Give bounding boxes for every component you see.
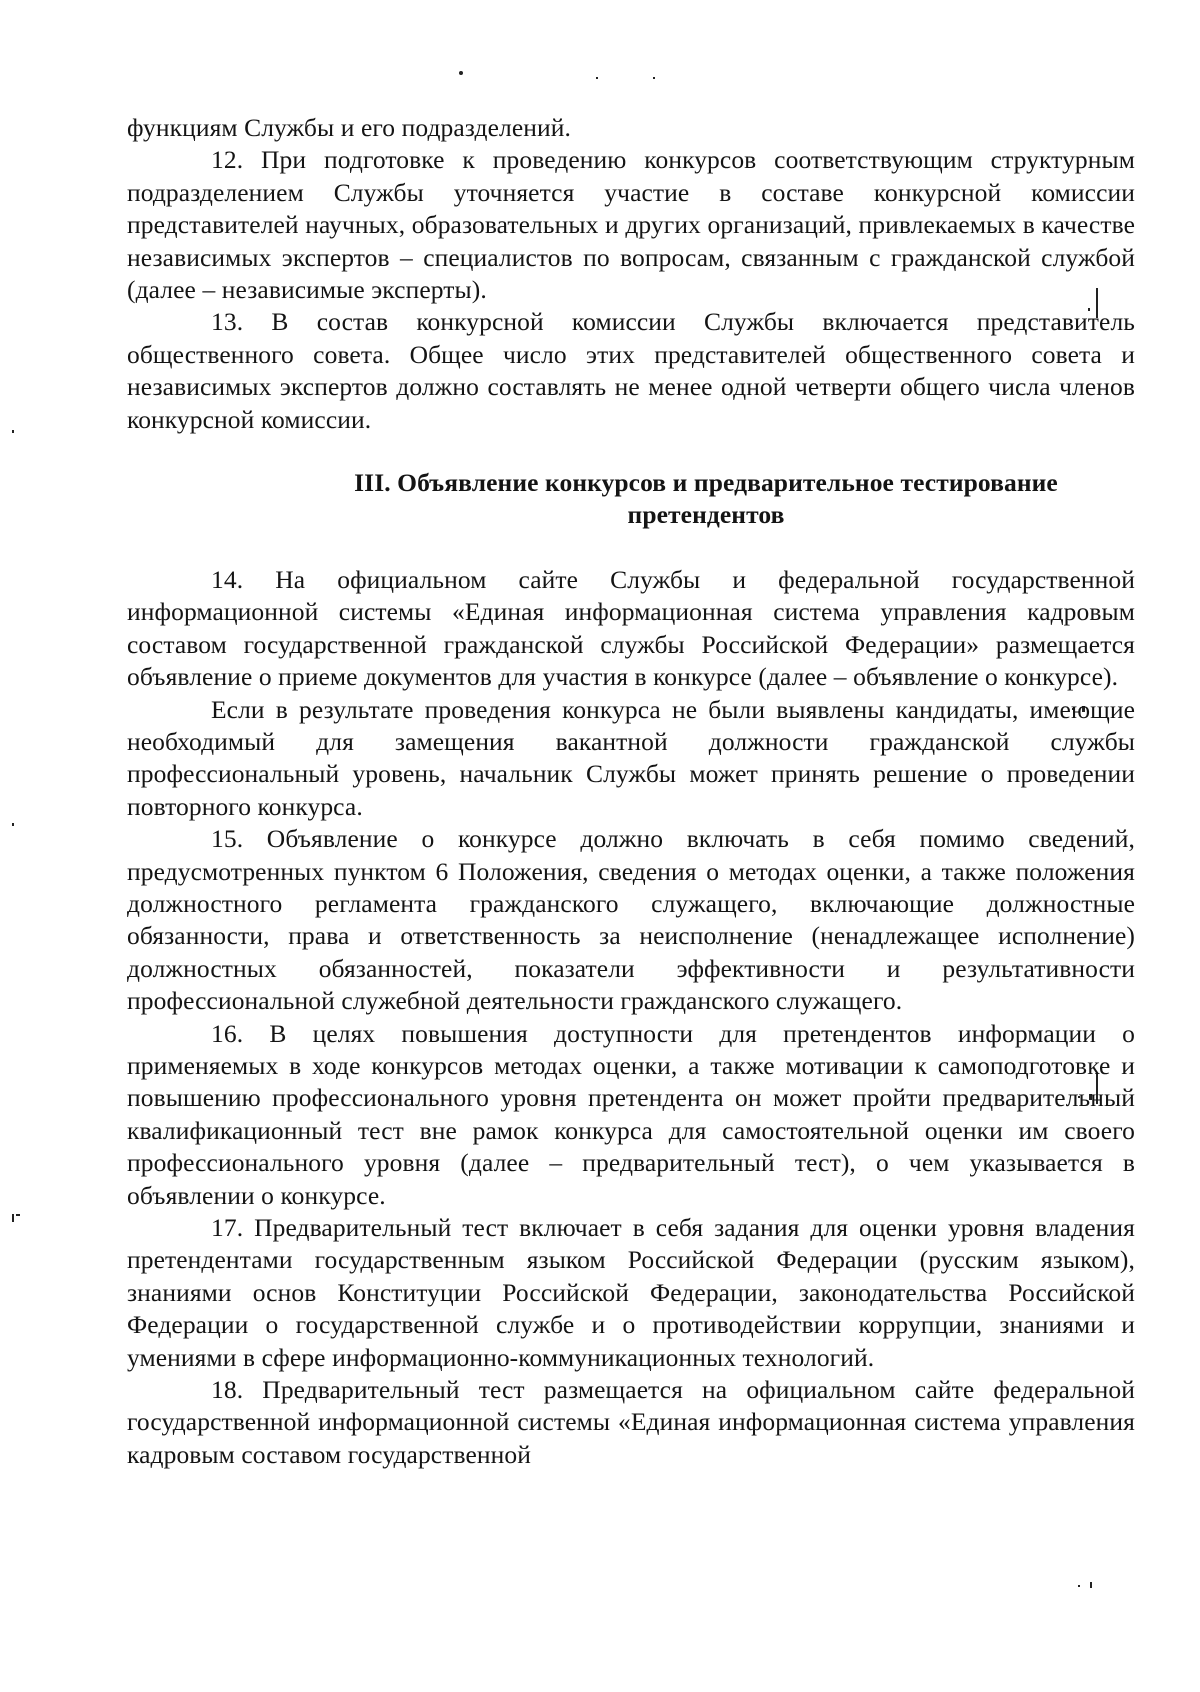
scan-speck xyxy=(16,1214,20,1216)
scan-speck xyxy=(1078,1585,1080,1587)
scan-speck xyxy=(12,1214,14,1222)
paragraph-15: 15. Объявление о конкурсе должно включать в себя помимо сведений, предусмотренных пунктом 6 Положения, сведения о методах оценки, а также положения должностного регламента гражданского служащего, включающие должностные обязанности, права и ответственность за неисполнение (ненадлежащее исполнение) должностных обязанностей, показатели эффективности и результативности профессиональной служебной деятельности гражданского служащего. xyxy=(127,824,1135,1016)
document-body xyxy=(127,112,1135,1471)
paragraph-13: 13. В состав конкурсной комиссии Службы включается представитель общественного совета. Общее число этих представителей общественного совета и независимых экспертов должно составлять не менее одной четверти общего числа членов конкурсной комиссии. xyxy=(127,307,1135,434)
scan-speck xyxy=(653,77,655,79)
scan-speck xyxy=(596,77,598,79)
paragraph-14-continued: Если в результате проведения конкурса не были выявлены кандидаты, имеющие необходимый для замещения вакантной должности гражданской службы профессиональный уровень, начальник Службы может принять решение о проведении повторного конкурса. xyxy=(127,694,1135,821)
section-heading-line-2: претендентов xyxy=(627,500,785,530)
scan-speck xyxy=(12,823,14,826)
paragraph-14: 14. На официальном сайте Службы и федеральной государственной информационной системы «Единая информационная система управления кадровым составом государственной гражданской службы Российской Федерации» размещается объявление о приеме документов для участия в конкурсе (далее – объявление о конкурсе). xyxy=(127,564,1135,692)
paragraph-18: 18. Предварительный тест размещается на официальном сайте федеральной государственной информационной системы «Единая информационная система управления кадровым составом государственной xyxy=(127,1375,1135,1469)
section-heading-line-1: III. Объявление конкурсов и предварительное тестирование xyxy=(354,468,1058,498)
section-heading xyxy=(127,467,1135,532)
scan-speck xyxy=(459,71,463,75)
paragraph-17: 17. Предварительный тест включает в себя задания для оценки уровня владения претендентами государственным языком Российской Федерации (русским языком), знаниями основ Конституции Российской Федерации, законодательства Российской Федерации о государственной службе и о противодействии коррупции, знаниями и умениями в сфере информационно-коммуникационных технологий. xyxy=(127,1213,1135,1372)
paragraph-16: 16. В целях повышения доступности для претендентов информации о применяемых в ходе конкурсов методах оценки, а также мотивации к самоподготовке и повышению профессионального уровня претендента он может пройти предварительный квалификационный тест вне рамок конкурса для самостоятельной оценки им своего профессионального уровня (далее – предварительный тест), о чем указывается в объявлении о конкурсе. xyxy=(127,1018,1135,1210)
scan-speck xyxy=(12,430,14,433)
paragraph-continuation: функциям Службы и его подразделений. xyxy=(127,113,571,142)
scan-speck xyxy=(1090,1582,1092,1588)
paragraph-12: 12. При подготовке к проведению конкурсов соответствующим структурным подразделением Службы уточняется участие в составе конкурсной комиссии представителей научных, образовательных и других организаций, привлекаемых в качестве независимых экспертов – специалистов по вопросам, связанным с гражданской службой (далее – независимые эксперты). xyxy=(127,145,1135,305)
